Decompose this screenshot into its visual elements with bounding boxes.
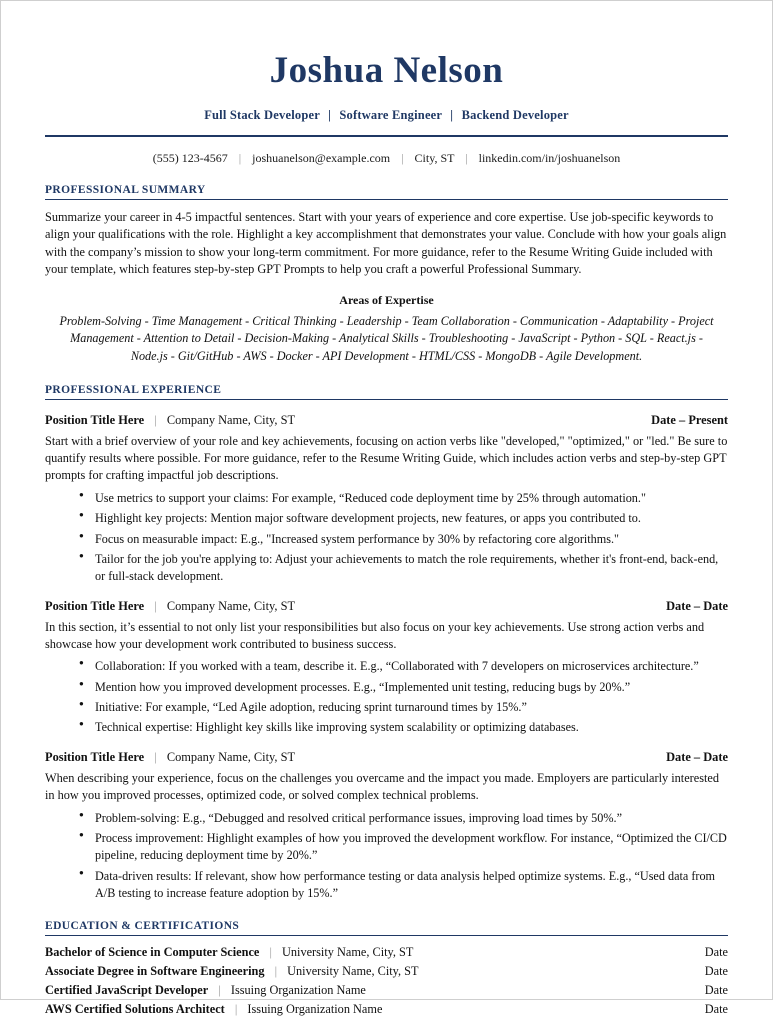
job-bullet: ● Highlight key projects: Mention major software development projects, new features, or apps you contributed to.: [79, 510, 728, 527]
job-title-line: [45, 750, 666, 765]
job-bullet: ● Technical expertise: Highlight key skills like improving system scalability or optimizing databases.: [79, 719, 728, 736]
contact-separator-3: |: [465, 150, 468, 165]
education-degree: Bachelor of Science in Computer Science: [45, 945, 260, 960]
section-title-experience: PROFESSIONAL EXPERIENCE: [45, 383, 222, 396]
job-description: Start with a brief overview of your role and key achievements, focusing on action verbs like "developed," "optimized," or "led." Be sure to quantify results where possible. For more guidance, refer to the Resume Writing Guide, which includes action verbs and step-by-step GPT prompts for crafting impactful job descriptions.: [45, 433, 728, 483]
headline-separator-2: |: [450, 107, 454, 122]
education-separator: |: [234, 1002, 238, 1017]
education-divider: [45, 935, 728, 936]
headline-title-3: Backend Developer: [461, 107, 569, 122]
job-title-line: [45, 413, 651, 428]
job-bullet: ● Focus on measurable impact: E.g., "Increased system performance by 30% by refactoring core algorithms.": [79, 531, 728, 548]
job-position: Position Title Here: [45, 598, 145, 613]
section-title-education: EDUCATION & CERTIFICATIONS: [45, 920, 240, 933]
education-left: [45, 945, 705, 960]
education-date: Date: [704, 964, 728, 979]
education-left: [45, 1002, 705, 1017]
job-description: In this section, it’s essential to not only list your responsibilities but also focus on your key achievements. Use strong action verbs and showcase how your development work contributed to business success.: [45, 619, 705, 652]
job-title-line: [45, 599, 666, 614]
education-degree: AWS Certified Solutions Architect: [45, 1002, 225, 1017]
section-professional-experience: [45, 384, 728, 903]
experience-entry: [45, 413, 728, 586]
summary-divider: [45, 199, 728, 200]
contact-location: City, ST: [414, 150, 455, 165]
areas-of-expertise-list: Problem-Solving - Time Management - Critical Thinking - Leadership - Team Collaboration - Communication - Adaptability - Project Management - Attention to Detail - Decision-Making - Analytical Skills - Troubleshooting - JavaScript - Python - SQL - React.js - Node.js - Git/GitHub - AWS - Docker - API Development - HTML/CSS - MongoDB - Agile Development.: [59, 313, 714, 363]
education-left: [45, 964, 705, 979]
job-company: Company Name, City, ST: [166, 412, 296, 427]
contact-linkedin[interactable]: linkedin.com/in/joshuanelson: [478, 150, 621, 165]
areas-of-expertise-title: Areas of Expertise: [339, 292, 434, 307]
experience-entry: [45, 599, 728, 737]
job-date: Date – Date: [666, 598, 728, 613]
headline-titles: [45, 108, 728, 123]
section-education-certifications: [45, 920, 728, 1017]
job-description: When describing your experience, focus on the challenges you overcame and the impact you made. Employers are particularly interested in how you improved processes, optimized code, or solved complex technical problems.: [45, 770, 720, 803]
job-bullet: ● Mention how you improved development processes. E.g., “Implemented unit testing, reducing bugs by 20%.”: [79, 679, 728, 696]
job-bullet-list: [45, 658, 728, 736]
job-separator: |: [154, 749, 157, 764]
job-position: Position Title Here: [45, 749, 145, 764]
experience-divider: [45, 399, 728, 400]
job-date: Date – Present: [651, 412, 728, 427]
education-row: [45, 983, 728, 998]
job-bullet: ● Process improvement: Highlight examples of how you improved the development workflow. For instance, “Optimized the CI/CD pipeline, reducing deployment time by 20%.”: [79, 830, 728, 865]
education-date: Date: [704, 1002, 728, 1017]
education-row: [45, 964, 728, 979]
contact-separator-2: |: [401, 150, 404, 165]
job-bullet: ● Data-driven results: If relevant, show how performance testing or data analysis helped optimize systems. E.g., “Used data from A/B testing to increase feature adoption by 15%.”: [79, 868, 728, 903]
education-degree: Certified JavaScript Developer: [45, 983, 209, 998]
education-date: Date: [704, 983, 728, 998]
job-bullet-list: [45, 810, 728, 903]
job-company: Company Name, City, ST: [166, 598, 296, 613]
job-bullet-list: [45, 490, 728, 586]
job-bullet: ● Initiative: For example, “Led Agile adoption, reducing sprint turnaround times by 15%.”: [79, 699, 728, 716]
education-separator: |: [218, 983, 221, 998]
education-degree: Associate Degree in Software Engineering: [45, 964, 265, 979]
job-bullet: ● Use metrics to support your claims: For example, “Reduced code deployment time by 25% through automation.": [79, 490, 728, 507]
education-left: [45, 983, 705, 998]
education-separator: |: [269, 945, 272, 960]
job-separator: |: [154, 412, 157, 427]
headline-title-1: Full Stack Developer: [204, 107, 320, 122]
job-header: [45, 750, 728, 765]
job-separator: |: [154, 598, 157, 613]
summary-body: Summarize your career in 4-5 impactful sentences. Start with your years of experience and core expertise. Use job-specific keywords to align your qualifications with the role. Highlight a key accomplishment that demonstrates your value. Conclude with how your goals align with the company’s mission to show your long-term commitment. For more guidance, refer to the Resume Writing Guide included with your template, which features step-by-step GPT Prompts to help you craft a powerful Professional Summary.: [45, 209, 727, 277]
headline-title-2: Software Engineer: [339, 107, 442, 122]
experience-entry: [45, 750, 728, 903]
education-row: [45, 945, 728, 960]
job-company: Company Name, City, ST: [166, 749, 296, 764]
education-organization: Issuing Organization Name: [247, 1002, 383, 1017]
education-separator: |: [274, 964, 278, 979]
contact-email[interactable]: joshuanelson@example.com: [252, 150, 391, 165]
job-header: [45, 413, 728, 428]
headline-separator-1: |: [328, 107, 332, 122]
job-position: Position Title Here: [45, 412, 145, 427]
job-header: [45, 599, 728, 614]
job-bullet: ● Collaboration: If you worked with a team, describe it. E.g., “Collaborated with 7 developers on microservices architecture.”: [79, 658, 728, 675]
contact-phone: (555) 123-4567: [152, 150, 228, 165]
header-divider: [45, 135, 728, 137]
contact-line: [45, 151, 728, 166]
section-title-summary: PROFESSIONAL SUMMARY: [45, 183, 206, 196]
education-organization: University Name, City, ST: [287, 964, 419, 979]
education-date: Date: [704, 945, 728, 960]
education-row: [45, 1002, 728, 1017]
page-title: Joshua Nelson: [269, 50, 504, 91]
education-organization: University Name, City, ST: [282, 945, 414, 960]
job-bullet: ● Problem-solving: E.g., “Debugged and resolved critical performance issues, improving load times by 50%.”: [79, 810, 728, 827]
section-professional-summary: [45, 184, 728, 366]
job-date: Date – Date: [666, 749, 728, 764]
job-bullet: ● Tailor for the job you're applying to: Adjust your achievements to match the role requirements, whether it's front-end, back-end, or full-stack development.: [79, 551, 728, 586]
contact-separator-1: |: [238, 150, 242, 165]
education-organization: Issuing Organization Name: [230, 983, 366, 998]
